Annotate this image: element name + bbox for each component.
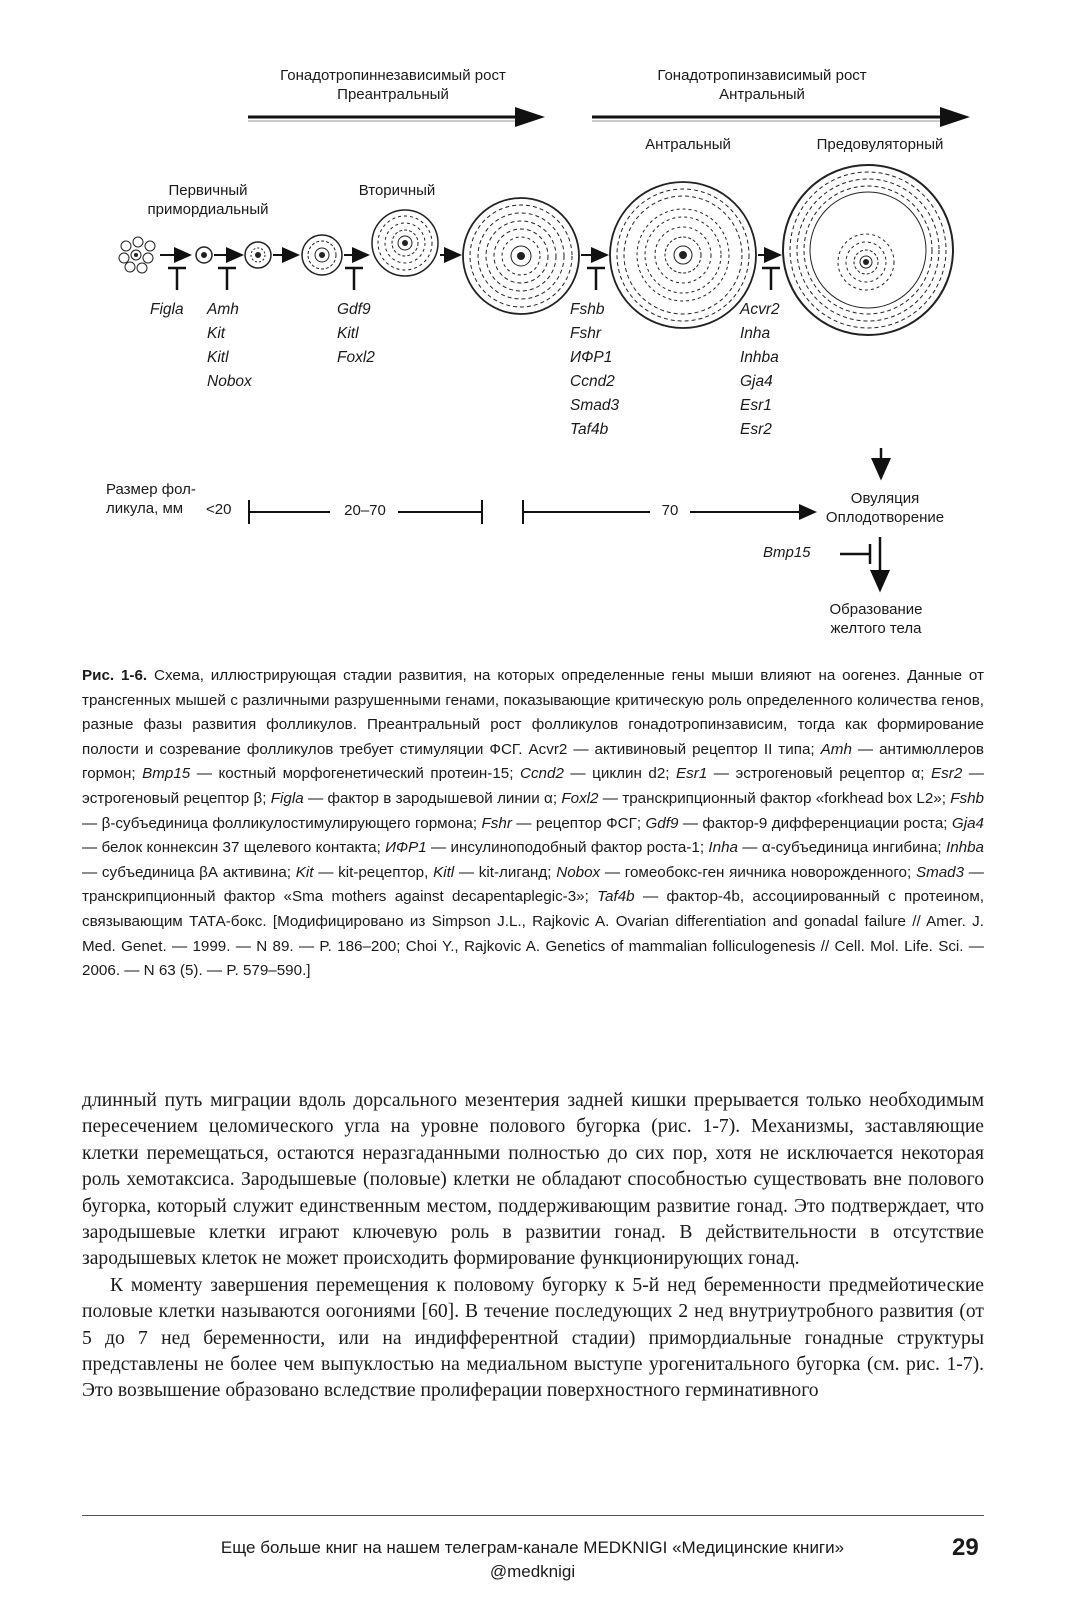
size-label: Размер фол- ликула, мм xyxy=(106,481,196,517)
size-70: 70 xyxy=(661,502,679,519)
follicle-primary-small xyxy=(196,247,212,263)
follicle-secondary xyxy=(372,210,438,276)
follicle-preovulatory xyxy=(783,165,953,335)
gene-list-col1: Figla xyxy=(150,301,184,318)
follicle-diagram xyxy=(0,0,1065,660)
body-text xyxy=(82,1088,984,1405)
bmp15-label: Bmp15 xyxy=(763,544,811,561)
gene-block-markers xyxy=(168,268,780,290)
gene-list-col2: Amh Kit Kitl Nobox xyxy=(207,301,252,390)
caption-label: Рис. 1-6. xyxy=(82,667,148,684)
gene-list-col4: Fshb Fshr ИФР1 Ccnd2 Smad3 Taf4b xyxy=(570,301,620,438)
stage-preovulatory-label: Предовуляторный xyxy=(816,136,944,153)
corpus-luteum-label: Образование желтого тела xyxy=(829,601,923,637)
figure xyxy=(0,0,1065,660)
gene-list-col5: Acvr2 Inha Inhba Gja4 Esr1 Esr2 xyxy=(740,301,780,438)
page-number: 29 xyxy=(952,1534,979,1561)
follicle-preantral xyxy=(463,198,579,314)
size-lt20: <20 xyxy=(206,501,232,518)
growth-arrow-left xyxy=(248,107,545,127)
follicle-primary xyxy=(245,242,271,268)
footer-rule xyxy=(82,1515,984,1516)
size-scale xyxy=(249,500,815,524)
figure-caption xyxy=(82,664,984,984)
growth-left-label: Гонадотропиннезависимый рост Преантральный xyxy=(280,67,506,103)
paragraph-2: К моменту завершения перемещения к половому бугорку к 5-й нед беременности предмейотические половые клетки называются оогониями [60]. В течение последующих 2 нед внутриутробного развития (от 5 до 7 нед беременности, или на индифферентной стадии) примордиальные гонадные структуры представлены не более чем выпуклостью на медиальном выступе урогенитального бугорка (см. рис. 1-7). Это возвышение образовано вследствие пролиферации поверхностного герминативного xyxy=(82,1274,984,1402)
gene-list-col3: Gdf9 Kitl Foxl2 xyxy=(337,301,375,366)
caption-text: Схема, иллюстрирующая стадии развития, на которых определенные гены мыши влияют на оогенез. Данные от трансгенных мышей с различными разрушенными генами, показывающие критическую роль определенного количества генов, разные фазы развития фолликулов. Преантральный рост фолликулов гонадотропинзависим, тогда как формирование полости и созревание фолликулов требует стимуляции ФСГ. Acvr2 — активиновый рецептор II типа; Amh — антимюллеров гормон; Bmp15 — костный морфогенетический протеин-15; Ccnd2 — циклин d2; Esr1 — эстрогеновый рецептор α; Esr2 — эстрогеновый рецептор β; Figla — фактор в зародышевой линии α; Foxl2 — транскрипционный фактор «forkhead box L2»; Fshb— β-субъединица фолликулостимулирующего гормона; Fshr — рецептор ФСГ; Gdf9 — фактор-9 дифференциации роста; Gja4 — белок коннексин 37 щелевого контакта; ИФР1 — инсулиноподобный фактор роста-1; Inha — α-субъединица ингибина; Inhba — субъединица βА активина; Kit — kit-рецептор, Kitl — kit-лиганд; Nobox — гомеобокс-ген яичника новорожденного; Smad3 — транскрипционный фактор «Sma mothers against decapentaplegic-3»; Taf4b — фактор-4b, ассоциированный с протеином, связывающим ТАТА-бокс. [Модифицировано из Simpson J.L., Rajkovic A. Ovarian differentiation and gonadal failure // Amer. J. Med. Genet. — 1999. — N 89. — P. 186–200; Choi Y., Rajkovic A. Genetics of mammalian folliculogenesis // Cell. Mol. Life. Sci. — 2006. — N 63 (5). — P. 579–590.] xyxy=(82,667,984,980)
follicle-antral xyxy=(610,182,756,328)
ovulation-label: Овуляция Оплодотворение xyxy=(825,490,945,526)
stage-primary-label: Первичный примордиальный xyxy=(147,182,269,218)
size-20-70: 20–70 xyxy=(344,502,386,519)
footer-promo: Еще больше книг на нашем телеграм-канале MEDKNIGI «Медицинские книги» xyxy=(220,1538,845,1557)
paragraph-1: длинный путь миграции вдоль дорсального мезентерия задней кишки прерывается только необходимым пересечением целомического угла на уровне полового бугорка (рис. 1-7). Механизмы, заставляющие клетки перемещаться, остаются неразгаданными полностью до сих пор, хотя не исключается некоторая роль хемотаксиса. Зародышевые (половые) клетки не обладают способностью существовать вне полового бугорка, который служит единственным местом, поддерживающим развитие гонад. Это подтверждает, что зародышевые клетки играют ключевую роль в развитии гонад. В действительности в отсутствие зародышевых клеток не может происходить формирование функционирующих гонад. xyxy=(82,1090,984,1270)
growth-right-label: Гонадотропинзависимый рост Антральный xyxy=(657,67,867,103)
follicle-primordial-cluster xyxy=(119,237,155,273)
stage-antral-label: Антральный xyxy=(645,136,731,153)
follicle-secondary-early xyxy=(302,235,342,275)
footer-handle: @medknigi xyxy=(489,1562,576,1581)
stage-secondary-label: Вторичный xyxy=(358,182,436,199)
growth-arrow-right xyxy=(592,107,970,127)
